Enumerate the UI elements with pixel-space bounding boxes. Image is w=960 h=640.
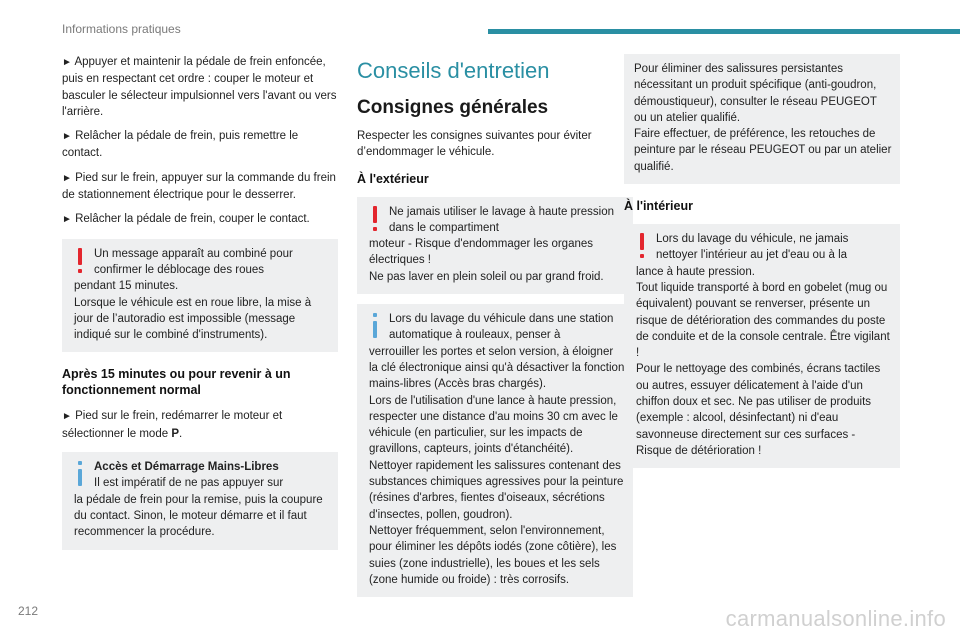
step-arrow-icon: ►	[62, 411, 72, 423]
column-left	[62, 54, 338, 560]
info-box-continued: Pour éliminer des salissures persistantes nécessitant un produit spécifique (anti-goudron, démoustiqueur), consulter le réseau PEUGEOT ou un atelier qualifié. Faire effectuer, de préférence, les retouches de peinture par le réseau PEUGEOT ou par un atelier qualifié.	[624, 54, 900, 184]
header-accent-bar	[488, 29, 960, 34]
watermark: carmanualsonline.info	[725, 606, 946, 631]
info-icon	[76, 461, 84, 487]
column-middle	[357, 54, 633, 607]
step-arrow-icon: ►	[62, 131, 72, 143]
info-box-hands-free: Accès et Démarrage Mains-Libres Il est impératif de ne pas appuyer sur la pédale de frein pour la remise, puis la coupure du contact. Sinon, le moteur démarre et il faut recommencer la procédure.	[62, 452, 338, 549]
page-number: 212	[18, 604, 39, 618]
info-box-washing: Lors du lavage du véhicule dans une station automatique à rouleaux, penser à verrouiller les portes et selon version, à éloigner la clé électronique ainsi qu'à désactiver la fonction mains-libres (Accès bras chargés). Lors de l'utilisation d'une lance à haute pression, respecter une distance d'au moins 30 cm avec le véhicule (en particulier, sur les impacts de gravillons, capteurs, joints d'étanchéité). Nettoyer rapidement les salissures contenant des substances chimiques agressives pour la peinture (résines d'arbres, fientes d'oiseaux, sécrétions d'insectes, pollen, goudron). Nettoyer fréquemment, selon l'environnement, pour éliminer les dépôts iodés (zone côtière), les suies (zone industrielle), les boues et les sels (zone humide ou froide) : très corrosifs.	[357, 304, 633, 597]
interior-heading: À l'intérieur	[624, 199, 693, 214]
warning-icon	[638, 233, 646, 259]
intro-text: Respecter les consignes suivantes pour éviter d’endommager le véhicule.	[357, 130, 592, 159]
warning-box-exterior: Ne jamais utiliser le lavage à haute pression dans le compartiment moteur - Risque d'endommager les organes électriques ! Ne pas laver en plein soleil ou par grand froid.	[357, 197, 633, 294]
exterior-heading: À l'extérieur	[357, 171, 429, 186]
info-icon	[371, 313, 379, 339]
step-5: ► Pied sur le frein, redémarrer le moteur et sélectionner le mode P.	[62, 410, 283, 440]
step-3: ► Pied sur le frein, appuyer sur la commande du frein de stationnement électrique pour le desserrer.	[62, 171, 336, 202]
warning-icon	[76, 248, 84, 274]
header-title: Informations pratiques	[62, 22, 181, 36]
section-title: Conseils d'entretien	[357, 58, 550, 83]
warning-box-release: Un message apparaît au combiné pour confirmer le déblocage des roues pendant 15 minutes. Lorsque le véhicule est en roue libre, la mise à jour de l’autoradio est impossible (message indiqué sur le combiné d'instruments).	[62, 239, 338, 353]
step-arrow-icon: ►	[62, 57, 72, 68]
step-arrow-icon: ►	[62, 214, 72, 226]
step-1: ► Appuyer et maintenir la pédale de frein enfoncée, puis en respectant cet ordre : couper le moteur et basculer le sélecteur impulsionnel vers l'avant ou vers l'arrière.	[62, 56, 337, 118]
step-4: ► Relâcher la pédale de frein, couper le contact.	[62, 213, 310, 226]
subsection-title: Consignes générales	[357, 97, 549, 118]
section-heading-after-15-min: Après 15 minutes ou pour revenir à un fonctionnement normal	[62, 367, 291, 398]
step-2: ► Relâcher la pédale de frein, puis remettre le contact.	[62, 130, 299, 160]
warning-icon	[371, 206, 379, 232]
column-right	[624, 54, 900, 478]
warning-box-interior: Lors du lavage du véhicule, ne jamais nettoyer l'intérieur au jet d'eau ou à la lance à haute pression. Tout liquide transporté à bord en gobelet (mug ou équivalent) pouvant se renverser, présente un risque de détérioration des commandes du poste de conduite et de la console centrale. Être vigilant ! Pour le nettoyage des combinés, écrans tactiles ou autres, essuyer délicatement à l'aide d'un chiffon doux et sec. Ne pas utiliser de produits (exemple : alcool, désinfectant) ni d'eau savonneuse directement sur ces surfaces - Risque de détérioration !	[624, 224, 900, 468]
step-arrow-icon: ►	[62, 172, 72, 184]
